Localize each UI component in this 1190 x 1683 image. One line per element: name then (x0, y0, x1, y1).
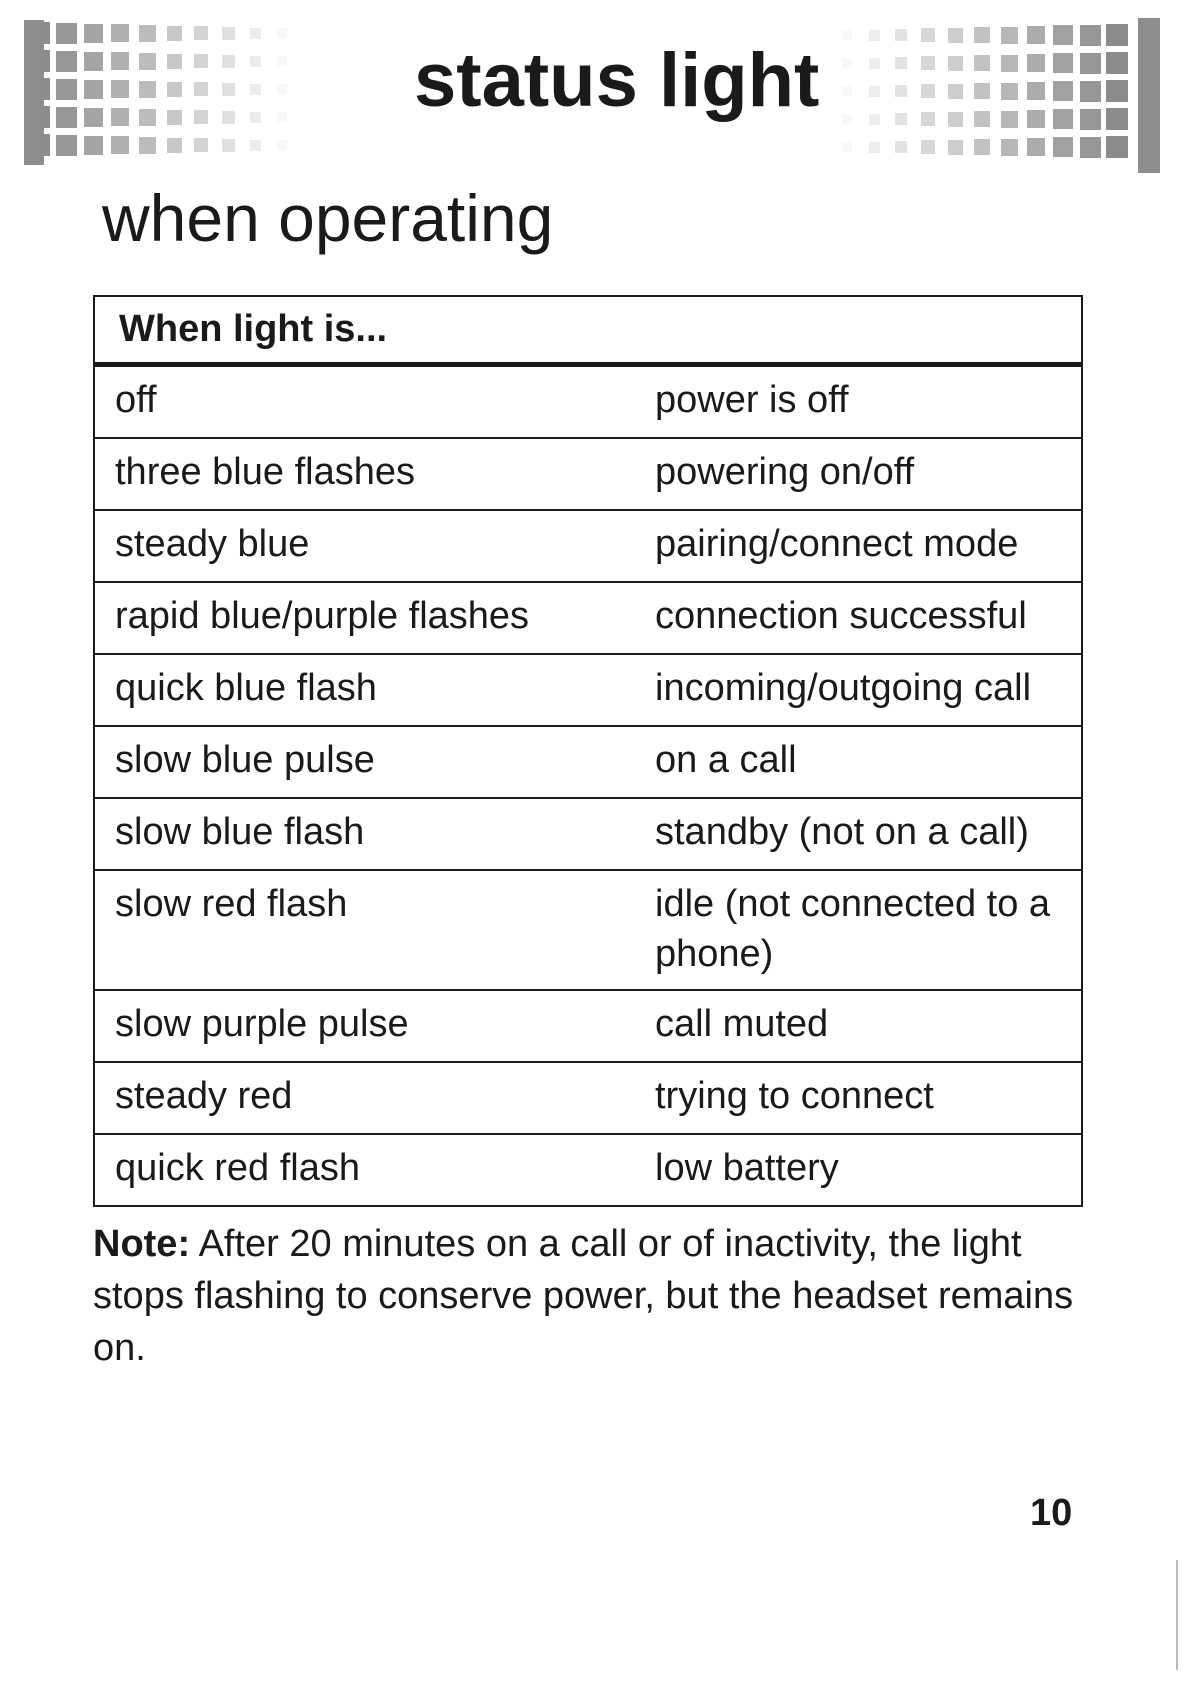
decorative-square (948, 84, 963, 99)
decorative-square (250, 112, 261, 123)
decorative-square (167, 26, 182, 41)
light-state-cell: off (94, 365, 625, 439)
decorative-bar-right (1138, 18, 1160, 173)
decorative-square (895, 85, 907, 97)
decorative-square (167, 138, 182, 153)
meaning-cell: incoming/outgoing call (625, 654, 1082, 726)
decorative-square (1001, 139, 1018, 156)
light-state-cell: slow purple pulse (94, 990, 625, 1062)
meaning-cell: on a call (625, 726, 1082, 798)
decorative-square-pattern-right (836, 24, 1128, 159)
light-state-cell: quick red flash (94, 1134, 625, 1206)
light-state-cell: quick blue flash (94, 654, 625, 726)
page-header (0, 0, 1190, 190)
note-text: After 20 minutes on a call or of inactivity, the light stops flashing to conserve power, but the headset remains on. (93, 1223, 1074, 1369)
decorative-square (921, 28, 935, 42)
decorative-square (974, 139, 990, 155)
note-paragraph (93, 1218, 1083, 1374)
table-row (94, 870, 1082, 990)
decorative-square (1053, 137, 1073, 157)
decorative-square (869, 142, 880, 153)
table-row (94, 438, 1082, 510)
meaning-cell: powering on/off (625, 438, 1082, 510)
decorative-square (921, 112, 935, 126)
decorative-square (1053, 25, 1073, 45)
page-title: status light (400, 36, 833, 126)
table-row (94, 582, 1082, 654)
decorative-square (895, 113, 907, 125)
decorative-square (1106, 108, 1128, 130)
decorative-square (1080, 53, 1101, 74)
light-state-cell: slow blue flash (94, 798, 625, 870)
note-label: Note: (93, 1223, 191, 1265)
table-row (94, 726, 1082, 798)
decorative-square (895, 141, 907, 153)
page-edge-line (1176, 1560, 1178, 1670)
decorative-square (56, 79, 77, 100)
light-state-cell: slow blue pulse (94, 726, 625, 798)
decorative-square (1106, 136, 1128, 158)
decorative-square (84, 108, 103, 127)
decorative-square (948, 140, 963, 155)
decorative-square (1027, 54, 1045, 72)
decorative-square (167, 110, 182, 125)
decorative-square (974, 27, 990, 43)
decorative-square (1027, 82, 1045, 100)
decorative-square (222, 83, 235, 96)
table-row (94, 798, 1082, 870)
status-light-table (93, 295, 1083, 1207)
decorative-square (1106, 80, 1128, 102)
decorative-square (1001, 83, 1018, 100)
decorative-square (1053, 81, 1073, 101)
light-state-cell: steady blue (94, 510, 625, 582)
decorative-square (1053, 109, 1073, 129)
decorative-square (84, 52, 103, 71)
decorative-square (277, 84, 287, 94)
decorative-square (56, 51, 77, 72)
table-row (94, 990, 1082, 1062)
page-number: 10 (1030, 1492, 1073, 1534)
decorative-square (1080, 109, 1101, 130)
meaning-cell: connection successful (625, 582, 1082, 654)
decorative-square (194, 54, 208, 68)
light-state-cell: rapid blue/purple flashes (94, 582, 625, 654)
decorative-square-pattern-left (28, 22, 293, 157)
decorative-square (111, 24, 129, 42)
decorative-square (842, 30, 852, 40)
decorative-square (921, 84, 935, 98)
decorative-square (139, 109, 156, 126)
decorative-square (222, 27, 235, 40)
decorative-square (921, 56, 935, 70)
decorative-square (194, 82, 208, 96)
light-state-cell: slow red flash (94, 870, 625, 990)
decorative-square (194, 26, 208, 40)
decorative-square (250, 56, 261, 67)
decorative-square (842, 86, 852, 96)
decorative-square (139, 81, 156, 98)
decorative-square (869, 58, 880, 69)
decorative-square (869, 30, 880, 41)
decorative-bar-left (24, 20, 44, 165)
table-body (94, 365, 1082, 1207)
decorative-square (895, 29, 907, 41)
decorative-square (1001, 27, 1018, 44)
decorative-square (84, 24, 103, 43)
meaning-cell: low battery (625, 1134, 1082, 1206)
meaning-cell: trying to connect (625, 1062, 1082, 1134)
decorative-square (84, 80, 103, 99)
decorative-square (139, 53, 156, 70)
meaning-cell: call muted (625, 990, 1082, 1062)
decorative-square (167, 82, 182, 97)
decorative-square (194, 110, 208, 124)
table-row (94, 365, 1082, 439)
decorative-square (250, 84, 261, 95)
decorative-square (921, 140, 935, 154)
light-state-cell: steady red (94, 1062, 625, 1134)
decorative-square (250, 140, 261, 151)
decorative-square (111, 80, 129, 98)
decorative-square (842, 58, 852, 68)
decorative-square (139, 25, 156, 42)
decorative-square (974, 111, 990, 127)
decorative-square (111, 136, 129, 154)
decorative-square (1001, 111, 1018, 128)
decorative-square (869, 86, 880, 97)
decorative-square (222, 111, 235, 124)
decorative-square (842, 142, 852, 152)
decorative-square (277, 140, 287, 150)
decorative-square (948, 112, 963, 127)
decorative-square (167, 54, 182, 69)
decorative-square (842, 114, 852, 124)
table-row (94, 510, 1082, 582)
decorative-square (277, 112, 287, 122)
decorative-square (948, 56, 963, 71)
meaning-cell: pairing/connect mode (625, 510, 1082, 582)
decorative-square (56, 23, 77, 44)
decorative-square (974, 55, 990, 71)
decorative-square (56, 107, 77, 128)
decorative-square (1106, 52, 1128, 74)
decorative-square (250, 28, 261, 39)
decorative-square (1027, 110, 1045, 128)
decorative-square (1027, 26, 1045, 44)
table-row (94, 1062, 1082, 1134)
decorative-square (111, 52, 129, 70)
decorative-square (1080, 81, 1101, 102)
decorative-square (84, 136, 103, 155)
decorative-square (139, 137, 156, 154)
meaning-cell: standby (not on a call) (625, 798, 1082, 870)
decorative-square (222, 55, 235, 68)
meaning-cell: idle (not connected to a phone) (625, 870, 1082, 990)
table-row (94, 654, 1082, 726)
decorative-square (222, 139, 235, 152)
meaning-cell: power is off (625, 365, 1082, 439)
section-heading: when operating (102, 181, 554, 255)
decorative-square (111, 108, 129, 126)
decorative-square (1053, 53, 1073, 73)
decorative-square (1106, 24, 1128, 46)
table-header-row (94, 296, 1082, 365)
decorative-square (1001, 55, 1018, 72)
decorative-square (1080, 25, 1101, 46)
decorative-square (277, 28, 287, 38)
decorative-square (948, 28, 963, 43)
decorative-square (56, 135, 77, 156)
decorative-square (1027, 138, 1045, 156)
light-state-cell: three blue flashes (94, 438, 625, 510)
table-header: When light is... (94, 296, 1082, 365)
decorative-square (895, 57, 907, 69)
decorative-square (1080, 137, 1101, 158)
decorative-square (869, 114, 880, 125)
decorative-square (277, 56, 287, 66)
decorative-square (974, 83, 990, 99)
table-row (94, 1134, 1082, 1206)
decorative-square (194, 138, 208, 152)
